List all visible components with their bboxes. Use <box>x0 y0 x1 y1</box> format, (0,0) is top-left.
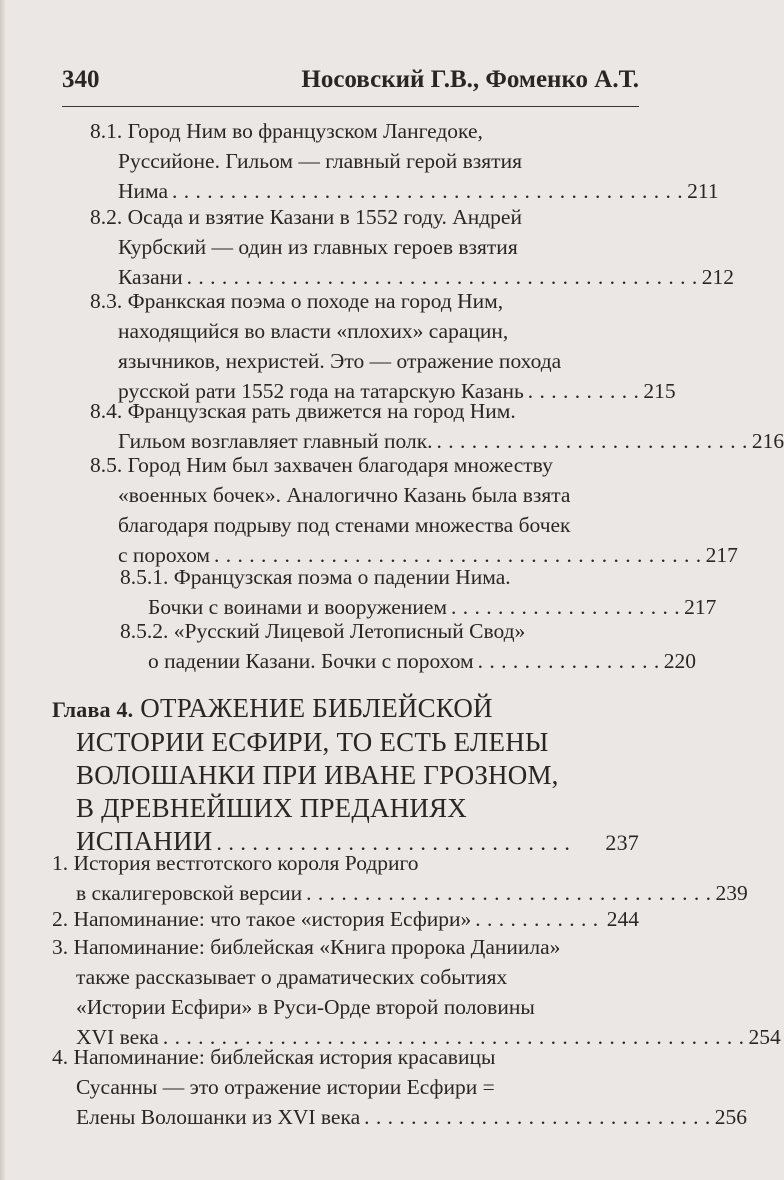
toc-page-number: 217 <box>705 543 738 567</box>
toc-entry-line: 1. История вестготского короля Родриго <box>52 851 419 875</box>
toc-entry-text: XVI века <box>76 1025 159 1049</box>
chapter-label: Глава 4. <box>52 697 134 722</box>
toc-entry-line: 8.2. Осада и взятие Казани в 1552 году. Андрей <box>90 205 522 229</box>
toc-entry-8-3 <box>90 286 676 406</box>
dot-leader: . . . . . . . . . . . . . . . . . . . . . . . . . . . . . . . . . . . <box>306 881 712 905</box>
toc-entry-text: Бочки с воинами и вооружением <box>148 595 447 619</box>
toc-entry-2 <box>52 904 639 934</box>
page-number: 340 <box>62 66 100 93</box>
page-edge <box>0 0 6 1180</box>
toc-entry-text: Нима <box>118 179 169 203</box>
toc-entry-8-1 <box>90 116 719 206</box>
toc-entry-line: Курбский — один из главных героев взятия <box>118 235 518 259</box>
toc-entry-8-5-1 <box>120 562 717 622</box>
toc-entry-line: Руссийоне. Гильом — главный герой взятия <box>118 149 522 173</box>
toc-entry-line: благодаря подрыву под стенами множества бочек <box>118 513 571 537</box>
dot-leader: . . . . . . . . . . . . . . . . . . . . . . . . . . . <box>436 429 748 453</box>
toc-entry-line: 8.3. Франкская поэма о походе на город Ним, <box>90 289 504 313</box>
toc-page-number: 212 <box>701 265 735 289</box>
toc-entry-text: о падении Казани. Бочки с порохом <box>148 649 474 673</box>
toc-entry-line: находящийся во власти «плохих» сарацин, <box>118 319 509 343</box>
chapter-heading <box>52 692 639 859</box>
toc-page-number: 220 <box>663 649 697 673</box>
dot-leader: . . . . . . . . . . . <box>475 907 599 931</box>
dot-leader: . . . . . . . . . . <box>527 379 640 403</box>
dot-leader: . . . . . . . . . . . . . . . . . . . . . . . . . . . . . . . . . . . . . . . . . . . . <box>172 179 684 203</box>
toc-entry-8-4 <box>90 396 784 456</box>
toc-entry-8-5-2 <box>120 616 697 676</box>
dot-leader: . . . . . . . . . . . . . . . . <box>477 649 660 673</box>
dot-leader: . . . . . . . . . . . . . . . . . . . . . . . . . . . . . . . . . . . . . . . . . . <box>214 543 702 567</box>
toc-entry-1 <box>52 848 748 908</box>
toc-entry-8-5 <box>90 450 738 570</box>
toc-entry-line: также рассказывает о драматических событиях <box>76 965 508 989</box>
toc-entry-last-line <box>52 904 639 934</box>
toc-page-number: 217 <box>684 595 717 619</box>
toc-page-number: 237 <box>605 830 639 855</box>
toc-entry-text: в скалигеровской версии <box>76 881 303 905</box>
toc-page-number: 254 <box>748 1025 781 1049</box>
chapter-title-line: В ДРЕВНЕЙШИХ ПРЕДАНИЯХ <box>76 793 467 823</box>
toc-page-number: 216 <box>751 429 784 453</box>
chapter-title-text: ИСПАНИИ <box>76 826 213 856</box>
toc-entry-last-line <box>52 1102 748 1132</box>
toc-entry-line: 8.4. Французская рать движется на город Ним. <box>90 399 516 423</box>
toc-entry-line: язычников, нехристей. Это — отражение похода <box>118 349 562 373</box>
running-header-authors: Носовский Г.В., Фоменко А.Т. <box>301 66 639 93</box>
toc-entry-3 <box>52 932 781 1052</box>
toc-entry-line: Сусанны — это отражение истории Есфири = <box>76 1075 495 1099</box>
toc-page-number: 256 <box>714 1105 748 1129</box>
dot-leader: . . . . . . . . . . . . . . . . . . . . . . . . . . . . . . . . . . . . . . . . . . . . <box>186 265 698 289</box>
chapter-title-text: ОТРАЖЕНИЕ БИБЛЕЙСКОЙ <box>140 693 493 723</box>
toc-entry-line: 4. Напоминание: библейская история красавицы <box>52 1045 496 1069</box>
chapter-title-line <box>52 692 639 726</box>
toc-page-number: 239 <box>715 881 748 905</box>
toc-entry-text: 2. Напоминание: что такое «история Есфири» <box>52 907 472 931</box>
toc-entry-8-2 <box>90 202 735 292</box>
toc-page-number: 244 <box>606 907 639 931</box>
toc-entry-line: «военных бочек». Аналогично Казань была взята <box>118 483 571 507</box>
toc-entry-line: 3. Напоминание: библейская «Книга пророка Даниила» <box>52 935 561 959</box>
header-rule <box>62 106 639 107</box>
toc-entry-line: 8.1. Город Ним во французском Лангедоке, <box>90 119 483 143</box>
toc-entry-line: 8.5. Город Ним был захвачен благодаря множеству <box>90 453 553 477</box>
dot-leader: . . . . . . . . . . . . . . . . . . . . <box>450 595 681 619</box>
toc-page-number: 211 <box>687 179 719 203</box>
chapter-title-line: ВОЛОШАНКИ ПРИ ИВАНЕ ГРОЗНОМ, <box>76 760 559 790</box>
chapter-title-line: ИСТОРИИ ЕСФИРИ, ТО ЕСТЬ ЕЛЕНЫ <box>76 727 549 757</box>
toc-entry-text: русской рати 1552 года на татарскую Казань <box>118 379 524 403</box>
toc-page-number: 215 <box>643 379 676 403</box>
toc-entry-last-line <box>120 646 697 676</box>
toc-entry-line: 8.5.1. Французская поэма о падении Нима. <box>120 565 511 589</box>
toc-entry-line: «Истории Есфири» в Руси-Орде второй половины <box>76 995 535 1019</box>
dot-leader: . . . . . . . . . . . . . . . . . . . . . . . . . . . . . . <box>216 830 571 855</box>
toc-entry-line: 8.5.2. «Русский Лицевой Летописный Свод» <box>120 619 526 643</box>
running-header <box>62 66 639 102</box>
toc-entry-4 <box>52 1042 748 1132</box>
toc-entry-text: с порохом <box>118 543 211 567</box>
toc-entry-text: Казани <box>118 265 183 289</box>
toc-entry-text: Гильом возглавляет главный полк. <box>118 429 433 453</box>
dot-leader: . . . . . . . . . . . . . . . . . . . . . . . . . . . . . . . . . . . . . . . . . . . . . . . . . . <box>162 1025 745 1049</box>
toc-entry-text: Елены Волошанки из XVI века <box>76 1105 361 1129</box>
dot-leader: . . . . . . . . . . . . . . . . . . . . . . . . . . . . . . <box>364 1105 711 1129</box>
